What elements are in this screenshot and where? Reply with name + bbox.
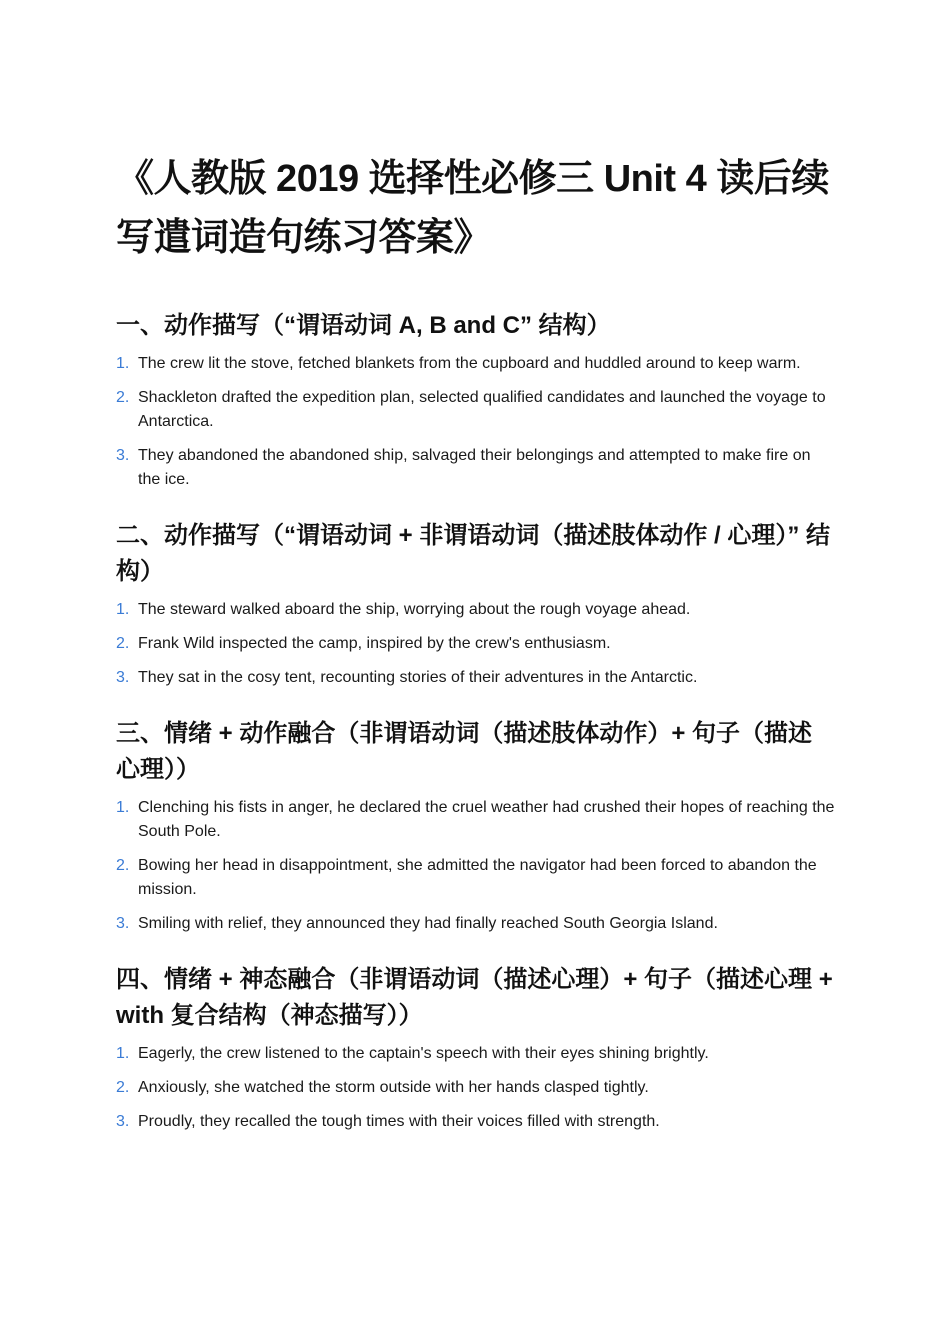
item-text: They abandoned the abandoned ship, salvaged their belongings and attempted to make fire on the ice. [138,447,811,488]
item-number: 3. [116,669,130,686]
item-text: Eagerly, the crew listened to the captain's speech with their eyes shining brightly. [138,1045,709,1062]
section [116,518,836,690]
section [116,716,836,936]
item-text: The steward walked aboard the ship, worrying about the rough voyage ahead. [138,601,691,618]
section-heading: 四、情绪 + 神态融合（非谓语动词（描述心理）+ 句子（描述心理 + with 复合结构（神态描写）） [116,966,833,1029]
sentence-list [116,352,836,492]
item-number: 1. [116,1045,130,1062]
section [116,308,836,492]
sections-container [116,308,836,1134]
item-number: 1. [116,355,130,372]
item-number: 3. [116,1113,130,1130]
list-item [116,796,836,844]
list-item [116,1042,836,1066]
list-item [116,1110,836,1134]
list-item [116,666,836,690]
section-heading: 二、动作描写（“谓语动词 + 非谓语动词（描述肢体动作 / 心理）” 结构） [116,522,831,585]
item-text: Clenching his fists in anger, he declared the cruel weather had crushed their hopes of reaching the South Pole. [138,799,835,840]
item-number: 2. [116,1079,130,1096]
item-text: Bowing her head in disappointment, she admitted the navigator had been forced to abandon the mission. [138,857,817,898]
item-text: Shackleton drafted the expedition plan, selected qualified candidates and launched the voyage to Antarctica. [138,389,826,430]
item-number: 2. [116,635,130,652]
item-text: The crew lit the stove, fetched blankets from the cupboard and huddled around to keep warm. [138,355,801,372]
list-item [116,1076,836,1100]
section-heading: 三、情绪 + 动作融合（非谓语动词（描述肢体动作）+ 句子（描述心理）） [116,720,813,783]
item-number: 1. [116,601,130,618]
list-item [116,386,836,434]
list-item [116,912,836,936]
item-number: 2. [116,857,130,874]
item-number: 1. [116,799,130,816]
item-text: Smiling with relief, they announced they had finally reached South Georgia Island. [138,915,718,932]
section [116,962,836,1134]
sentence-list [116,796,836,936]
item-text: Proudly, they recalled the tough times with their voices filled with strength. [138,1113,660,1130]
item-number: 2. [116,389,130,406]
list-item [116,444,836,492]
section-heading: 一、动作描写（“谓语动词 A, B and C” 结构） [116,312,611,339]
sentence-list [116,598,836,690]
item-number: 3. [116,915,130,932]
list-item [116,854,836,902]
document-title: 《人教版 2019 选择性必修三 Unit 4 读后续写遣词造句练习答案》 [116,158,829,259]
sentence-list [116,1042,836,1134]
list-item [116,632,836,656]
item-text: Frank Wild inspected the camp, inspired by the crew's enthusiasm. [138,635,611,652]
list-item [116,598,836,622]
list-item [116,352,836,376]
item-text: They sat in the cosy tent, recounting stories of their adventures in the Antarctic. [138,669,698,686]
item-number: 3. [116,447,130,464]
item-text: Anxiously, she watched the storm outside with her hands clasped tightly. [138,1079,649,1096]
